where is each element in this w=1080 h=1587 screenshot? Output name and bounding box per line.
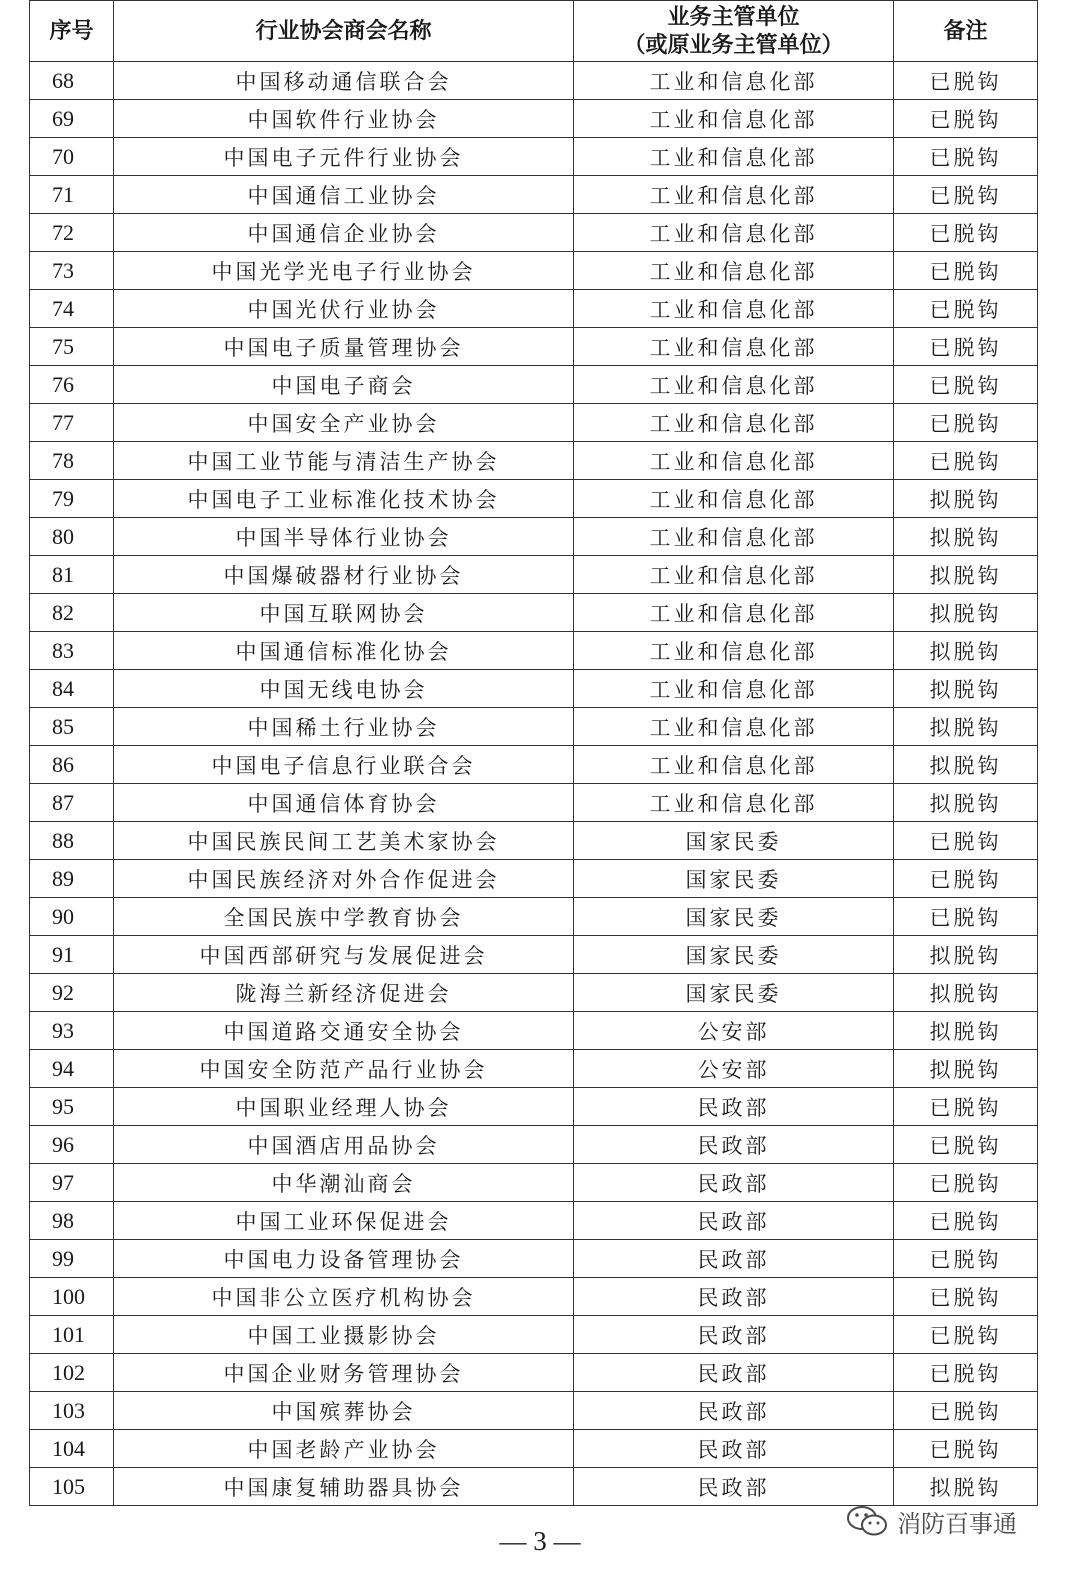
row-association-name: 中国西部研究与发展促进会: [114, 936, 574, 974]
row-remarks: 已脱钩: [894, 366, 1038, 404]
table-row: [30, 1468, 1038, 1506]
row-serial: 97: [30, 1164, 114, 1202]
row-remarks: 拟脱钩: [894, 746, 1038, 784]
row-remarks: 已脱钩: [894, 1278, 1038, 1316]
table-row: [30, 898, 1038, 936]
row-association-name: 中国老龄产业协会: [114, 1430, 574, 1468]
row-serial: 71: [30, 176, 114, 214]
row-remarks: 拟脱钩: [894, 518, 1038, 556]
row-serial: 101: [30, 1316, 114, 1354]
table-row: [30, 822, 1038, 860]
row-association-name: 中国电子工业标准化技术协会: [114, 480, 574, 518]
row-supervising-unit: 民政部: [574, 1126, 894, 1164]
row-serial: 92: [30, 974, 114, 1012]
table-row: [30, 1012, 1038, 1050]
row-association-name: 中国电子质量管理协会: [114, 328, 574, 366]
page-number: — 3 —: [499, 1526, 581, 1556]
table-row: [30, 404, 1038, 442]
row-supervising-unit: 工业和信息化部: [574, 214, 894, 252]
row-remarks: 已脱钩: [894, 62, 1038, 100]
table-row: [30, 328, 1038, 366]
row-remarks: 拟脱钩: [894, 708, 1038, 746]
row-serial: 83: [30, 632, 114, 670]
row-association-name: 中国光学光电子行业协会: [114, 252, 574, 290]
row-association-name: 中国职业经理人协会: [114, 1088, 574, 1126]
table-row: [30, 1050, 1038, 1088]
row-association-name: 中国道路交通安全协会: [114, 1012, 574, 1050]
row-supervising-unit: 民政部: [574, 1202, 894, 1240]
row-supervising-unit: 国家民委: [574, 898, 894, 936]
table-row: [30, 480, 1038, 518]
table-row: [30, 442, 1038, 480]
row-association-name: 中国通信体育协会: [114, 784, 574, 822]
row-remarks: 已脱钩: [894, 822, 1038, 860]
row-supervising-unit: 民政部: [574, 1354, 894, 1392]
table-row: [30, 1240, 1038, 1278]
header-association-name: 行业协会商会名称: [114, 1, 574, 62]
row-supervising-unit: 国家民委: [574, 822, 894, 860]
row-supervising-unit: 工业和信息化部: [574, 442, 894, 480]
row-association-name: 中国殡葬协会: [114, 1392, 574, 1430]
row-supervising-unit: 国家民委: [574, 974, 894, 1012]
row-remarks: 已脱钩: [894, 442, 1038, 480]
row-serial: 84: [30, 670, 114, 708]
row-serial: 72: [30, 214, 114, 252]
row-supervising-unit: 工业和信息化部: [574, 632, 894, 670]
row-association-name: 中国爆破器材行业协会: [114, 556, 574, 594]
row-serial: 102: [30, 1354, 114, 1392]
row-remarks: 已脱钩: [894, 1354, 1038, 1392]
table-body: [30, 62, 1038, 1506]
association-table: [29, 0, 1038, 1506]
table-row: [30, 214, 1038, 252]
row-association-name: 中国工业节能与清洁生产协会: [114, 442, 574, 480]
row-supervising-unit: 国家民委: [574, 936, 894, 974]
header-supervising-unit: [574, 1, 894, 62]
row-association-name: 中国安全防范产品行业协会: [114, 1050, 574, 1088]
row-serial: 74: [30, 290, 114, 328]
row-remarks: 拟脱钩: [894, 594, 1038, 632]
row-association-name: 中国软件行业协会: [114, 100, 574, 138]
row-remarks: 已脱钩: [894, 214, 1038, 252]
table-row: [30, 138, 1038, 176]
table-row: [30, 670, 1038, 708]
row-serial: 93: [30, 1012, 114, 1050]
header-serial: 序号: [30, 1, 114, 62]
row-remarks: 拟脱钩: [894, 1050, 1038, 1088]
table-row: [30, 1278, 1038, 1316]
table-row: [30, 100, 1038, 138]
row-supervising-unit: 工业和信息化部: [574, 100, 894, 138]
row-supervising-unit: 工业和信息化部: [574, 290, 894, 328]
wechat-icon: [845, 1504, 889, 1538]
row-association-name: 中国互联网协会: [114, 594, 574, 632]
table-row: [30, 746, 1038, 784]
table-header-row: [30, 1, 1038, 62]
row-supervising-unit: 民政部: [574, 1468, 894, 1506]
row-supervising-unit: 工业和信息化部: [574, 366, 894, 404]
row-association-name: 中国半导体行业协会: [114, 518, 574, 556]
row-supervising-unit: 民政部: [574, 1430, 894, 1468]
table-row: [30, 784, 1038, 822]
row-supervising-unit: 民政部: [574, 1164, 894, 1202]
row-serial: 100: [30, 1278, 114, 1316]
row-supervising-unit: 工业和信息化部: [574, 556, 894, 594]
row-supervising-unit: 工业和信息化部: [574, 176, 894, 214]
table-row: [30, 708, 1038, 746]
row-remarks: 已脱钩: [894, 404, 1038, 442]
row-supervising-unit: 公安部: [574, 1050, 894, 1088]
row-serial: 69: [30, 100, 114, 138]
row-remarks: 拟脱钩: [894, 1468, 1038, 1506]
row-supervising-unit: 工业和信息化部: [574, 518, 894, 556]
row-remarks: 已脱钩: [894, 328, 1038, 366]
row-remarks: 拟脱钩: [894, 784, 1038, 822]
row-serial: 105: [30, 1468, 114, 1506]
row-association-name: 中国电子商会: [114, 366, 574, 404]
row-serial: 79: [30, 480, 114, 518]
row-remarks: 已脱钩: [894, 1430, 1038, 1468]
row-serial: 68: [30, 62, 114, 100]
row-association-name: 中国通信工业协会: [114, 176, 574, 214]
row-remarks: 已脱钩: [894, 138, 1038, 176]
row-remarks: 已脱钩: [894, 1240, 1038, 1278]
row-serial: 82: [30, 594, 114, 632]
row-serial: 88: [30, 822, 114, 860]
row-association-name: 中国电子元件行业协会: [114, 138, 574, 176]
row-remarks: 已脱钩: [894, 860, 1038, 898]
row-association-name: 中国民族经济对外合作促进会: [114, 860, 574, 898]
row-serial: 103: [30, 1392, 114, 1430]
row-serial: 85: [30, 708, 114, 746]
row-remarks: 拟脱钩: [894, 480, 1038, 518]
row-association-name: 中国通信标准化协会: [114, 632, 574, 670]
row-remarks: 已脱钩: [894, 252, 1038, 290]
header-supervising-unit-text: 业务主管单位 （或原业务主管单位）: [623, 4, 844, 58]
watermark: [845, 1501, 1017, 1541]
row-remarks: 拟脱钩: [894, 974, 1038, 1012]
row-remarks: 拟脱钩: [894, 632, 1038, 670]
row-serial: 77: [30, 404, 114, 442]
row-supervising-unit: 工业和信息化部: [574, 746, 894, 784]
row-remarks: 已脱钩: [894, 1164, 1038, 1202]
row-association-name: 中华潮汕商会: [114, 1164, 574, 1202]
row-serial: 94: [30, 1050, 114, 1088]
row-serial: 81: [30, 556, 114, 594]
row-association-name: 中国无线电协会: [114, 670, 574, 708]
table-row: [30, 1430, 1038, 1468]
table-row: [30, 1316, 1038, 1354]
row-remarks: 已脱钩: [894, 100, 1038, 138]
row-supervising-unit: 工业和信息化部: [574, 594, 894, 632]
row-association-name: 中国电力设备管理协会: [114, 1240, 574, 1278]
row-serial: 70: [30, 138, 114, 176]
row-serial: 75: [30, 328, 114, 366]
row-supervising-unit: 工业和信息化部: [574, 62, 894, 100]
header-remarks: 备注: [894, 1, 1038, 62]
row-supervising-unit: 工业和信息化部: [574, 784, 894, 822]
row-supervising-unit: 国家民委: [574, 860, 894, 898]
row-serial: 87: [30, 784, 114, 822]
row-serial: 86: [30, 746, 114, 784]
row-remarks: 已脱钩: [894, 1316, 1038, 1354]
row-serial: 89: [30, 860, 114, 898]
table-row: [30, 176, 1038, 214]
table-row: [30, 1126, 1038, 1164]
row-supervising-unit: 工业和信息化部: [574, 252, 894, 290]
row-serial: 91: [30, 936, 114, 974]
row-remarks: 已脱钩: [894, 176, 1038, 214]
row-remarks: 拟脱钩: [894, 936, 1038, 974]
row-supervising-unit: 公安部: [574, 1012, 894, 1050]
row-association-name: 中国光伏行业协会: [114, 290, 574, 328]
row-serial: 95: [30, 1088, 114, 1126]
row-association-name: 中国康复辅助器具协会: [114, 1468, 574, 1506]
row-supervising-unit: 民政部: [574, 1316, 894, 1354]
row-association-name: 中国工业摄影协会: [114, 1316, 574, 1354]
watermark-text: 消防百事通: [897, 1509, 1017, 1538]
table-row: [30, 62, 1038, 100]
table-row: [30, 290, 1038, 328]
row-supervising-unit: 工业和信息化部: [574, 138, 894, 176]
row-supervising-unit: 工业和信息化部: [574, 670, 894, 708]
table-row: [30, 518, 1038, 556]
row-association-name: 全国民族中学教育协会: [114, 898, 574, 936]
table-row: [30, 936, 1038, 974]
row-remarks: 已脱钩: [894, 1126, 1038, 1164]
row-remarks: 拟脱钩: [894, 670, 1038, 708]
row-serial: 104: [30, 1430, 114, 1468]
row-association-name: 中国企业财务管理协会: [114, 1354, 574, 1392]
row-remarks: 已脱钩: [894, 290, 1038, 328]
row-remarks: 拟脱钩: [894, 1012, 1038, 1050]
row-serial: 73: [30, 252, 114, 290]
table-row: [30, 1088, 1038, 1126]
row-serial: 78: [30, 442, 114, 480]
row-supervising-unit: 民政部: [574, 1392, 894, 1430]
table-row: [30, 556, 1038, 594]
row-association-name: 中国非公立医疗机构协会: [114, 1278, 574, 1316]
row-supervising-unit: 工业和信息化部: [574, 328, 894, 366]
row-remarks: 已脱钩: [894, 1088, 1038, 1126]
table-row: [30, 594, 1038, 632]
row-association-name: 中国移动通信联合会: [114, 62, 574, 100]
row-association-name: 中国民族民间工艺美术家协会: [114, 822, 574, 860]
row-serial: 96: [30, 1126, 114, 1164]
row-association-name: 中国工业环保促进会: [114, 1202, 574, 1240]
table-row: [30, 366, 1038, 404]
row-serial: 90: [30, 898, 114, 936]
table-row: [30, 1202, 1038, 1240]
row-supervising-unit: 民政部: [574, 1240, 894, 1278]
row-supervising-unit: 工业和信息化部: [574, 480, 894, 518]
table-row: [30, 252, 1038, 290]
row-remarks: 拟脱钩: [894, 556, 1038, 594]
row-supervising-unit: 民政部: [574, 1088, 894, 1126]
row-supervising-unit: 民政部: [574, 1278, 894, 1316]
row-serial: 99: [30, 1240, 114, 1278]
row-remarks: 已脱钩: [894, 1202, 1038, 1240]
row-association-name: 中国稀土行业协会: [114, 708, 574, 746]
row-association-name: 中国酒店用品协会: [114, 1126, 574, 1164]
table-row: [30, 974, 1038, 1012]
row-remarks: 已脱钩: [894, 898, 1038, 936]
row-supervising-unit: 工业和信息化部: [574, 404, 894, 442]
table-row: [30, 1354, 1038, 1392]
table-row: [30, 632, 1038, 670]
row-association-name: 陇海兰新经济促进会: [114, 974, 574, 1012]
table-row: [30, 1164, 1038, 1202]
row-supervising-unit: 工业和信息化部: [574, 708, 894, 746]
row-serial: 98: [30, 1202, 114, 1240]
table-row: [30, 860, 1038, 898]
row-association-name: 中国安全产业协会: [114, 404, 574, 442]
row-association-name: 中国电子信息行业联合会: [114, 746, 574, 784]
row-association-name: 中国通信企业协会: [114, 214, 574, 252]
row-remarks: 已脱钩: [894, 1392, 1038, 1430]
row-serial: 80: [30, 518, 114, 556]
table-row: [30, 1392, 1038, 1430]
row-serial: 76: [30, 366, 114, 404]
